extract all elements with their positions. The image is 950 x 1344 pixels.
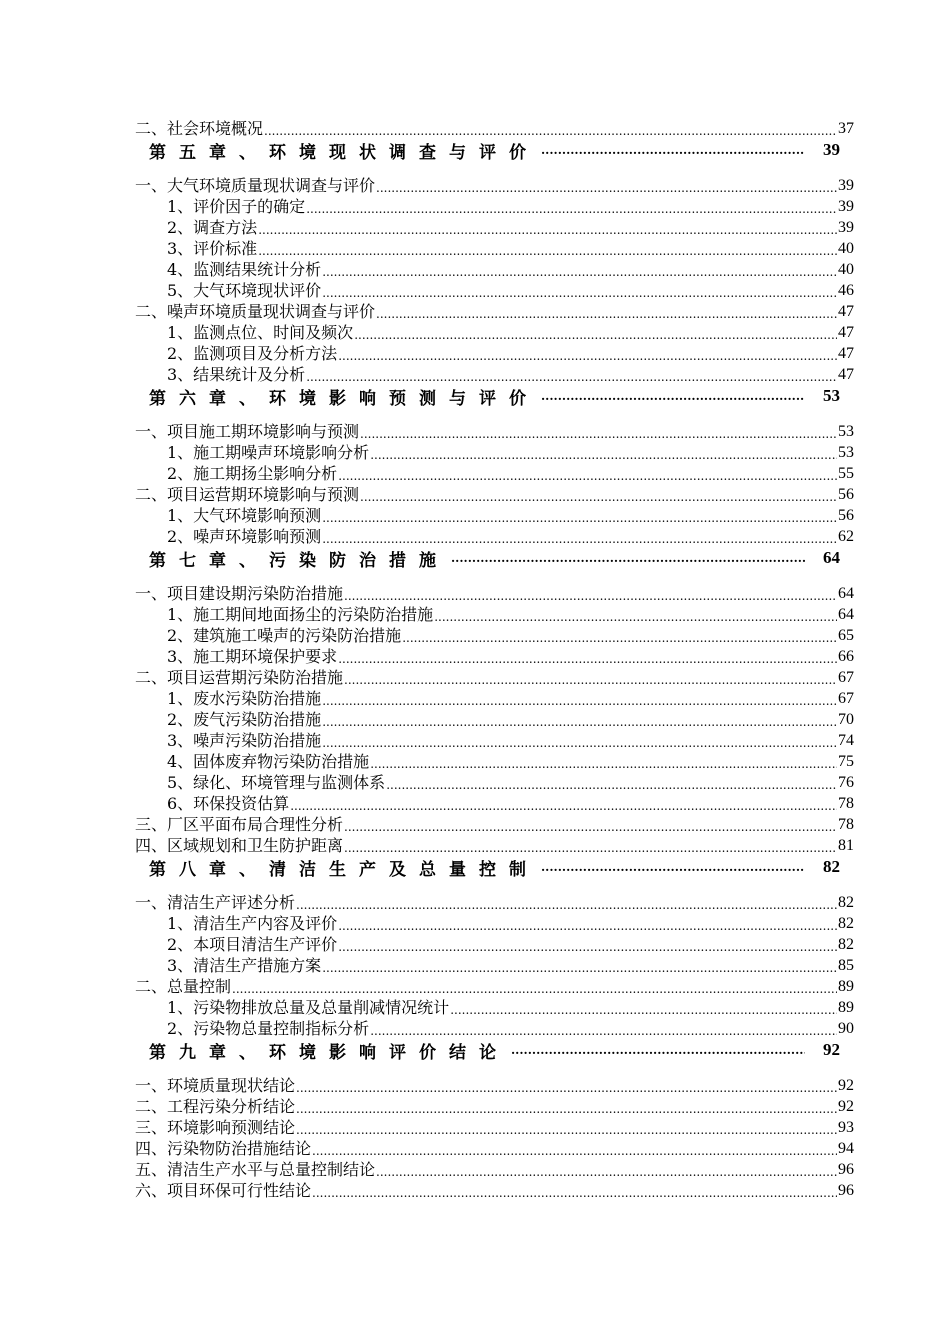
- toc-subsection-entry[interactable]: [135, 1018, 854, 1039]
- toc-chapter-entry[interactable]: [135, 379, 854, 421]
- toc-page-number: 92: [838, 1077, 854, 1094]
- toc-leader-dots: [386, 777, 837, 793]
- toc-section-entry[interactable]: [135, 484, 854, 505]
- toc-leader-dots: [322, 960, 837, 976]
- toc-page-number: 64: [823, 548, 840, 567]
- toc-page-number: 47: [838, 366, 854, 383]
- toc-subsection-entry[interactable]: [135, 259, 854, 280]
- toc-page-number: 92: [838, 1098, 854, 1115]
- toc-subsection-entry[interactable]: [135, 625, 854, 646]
- toc-entry-title: 二、项目运营期环境影响与预测: [135, 485, 360, 504]
- toc-leader-dots: [322, 693, 837, 709]
- toc-section-entry[interactable]: [135, 835, 854, 856]
- toc-subsection-entry[interactable]: [135, 934, 854, 955]
- toc-subsection-entry[interactable]: [135, 709, 854, 730]
- toc-entry-title: 1、大气环境影响预测: [167, 506, 322, 525]
- toc-leader-dots: [541, 143, 805, 157]
- toc-entry-title: 二、总量控制: [135, 977, 232, 996]
- toc-leader-dots: [232, 981, 837, 997]
- toc-entry-title: 3、评价标准: [167, 239, 258, 258]
- toc-leader-dots: [451, 551, 805, 565]
- toc-page-number: 64: [838, 606, 854, 623]
- toc-subsection-entry[interactable]: [135, 463, 854, 484]
- toc-entry-title: 2、污染物总量控制指标分析: [167, 1019, 370, 1038]
- toc-leader-dots: [344, 588, 837, 604]
- toc-page-number: 47: [838, 303, 854, 320]
- toc-section-entry[interactable]: [135, 1075, 854, 1096]
- toc-page-number: 56: [838, 507, 854, 524]
- toc-section-entry[interactable]: [135, 1096, 854, 1117]
- toc-entry-title: 一、项目施工期环境影响与预测: [135, 422, 360, 441]
- toc-leader-dots: [322, 510, 837, 526]
- toc-subsection-entry[interactable]: [135, 751, 854, 772]
- toc-entry-title: 二、工程污染分析结论: [135, 1097, 296, 1116]
- toc-section-entry[interactable]: [135, 118, 854, 139]
- toc-page-number: 40: [838, 240, 854, 257]
- toc-chapter-entry[interactable]: [135, 541, 854, 583]
- toc-entry-title: 1、评价因子的确定: [167, 197, 306, 216]
- toc-leader-dots: [354, 327, 837, 343]
- toc-section-entry[interactable]: [135, 175, 854, 196]
- toc-entry-title: 四、污染物防治措施结论: [135, 1139, 312, 1158]
- toc-page-number: 78: [838, 795, 854, 812]
- toc-subsection-entry[interactable]: [135, 730, 854, 751]
- toc-page-number: 82: [838, 936, 854, 953]
- toc-leader-dots: [338, 468, 837, 484]
- toc-leader-dots: [338, 348, 837, 364]
- toc-entry-title: 第八章、清洁生产及总量控制: [149, 859, 539, 880]
- toc-entry-title: 第七章、污染防治措施: [149, 550, 449, 571]
- toc-subsection-entry[interactable]: [135, 793, 854, 814]
- toc-subsection-entry[interactable]: [135, 442, 854, 463]
- toc-chapter-entry[interactable]: [135, 1033, 854, 1075]
- toc-entry-title: 第六章、环境影响预测与评价: [149, 388, 539, 409]
- toc-entry-title: 六、项目环保可行性结论: [135, 1181, 312, 1200]
- toc-entry-title: 3、噪声污染防治措施: [167, 731, 322, 750]
- toc-section-entry[interactable]: [135, 583, 854, 604]
- toc-page-number: 67: [838, 690, 854, 707]
- toc-leader-dots: [296, 1080, 837, 1096]
- toc-section-entry[interactable]: [135, 814, 854, 835]
- toc-leader-dots: [338, 939, 837, 955]
- toc-section-entry[interactable]: [135, 1117, 854, 1138]
- toc-entry-title: 三、厂区平面布局合理性分析: [135, 815, 344, 834]
- toc-page-number: 78: [838, 816, 854, 833]
- toc-chapter-entry[interactable]: [135, 133, 854, 175]
- toc-section-entry[interactable]: [135, 976, 854, 997]
- toc-entry-title: 三、环境影响预测结论: [135, 1118, 296, 1137]
- toc-page-number: 53: [823, 386, 840, 405]
- toc-leader-dots: [322, 735, 837, 751]
- toc-leader-dots: [376, 306, 837, 322]
- toc-leader-dots: [338, 918, 837, 934]
- toc-entry-title: 6、环保投资估算: [167, 794, 290, 813]
- toc-subsection-entry[interactable]: [135, 688, 854, 709]
- toc-page-number: 37: [838, 120, 854, 137]
- toc-entry-title: 4、监测结果统计分析: [167, 260, 322, 279]
- toc-page-number: 85: [838, 957, 854, 974]
- toc-subsection-entry[interactable]: [135, 646, 854, 667]
- toc-page-number: 66: [838, 648, 854, 665]
- toc-subsection-entry[interactable]: [135, 343, 854, 364]
- toc-page-number: 67: [838, 669, 854, 686]
- toc-entry-title: 5、绿化、环境管理与监测体系: [167, 773, 386, 792]
- toc-subsection-entry[interactable]: [135, 955, 854, 976]
- toc-page-number: 53: [838, 444, 854, 461]
- toc-entry-title: 1、污染物排放总量及总量削减情况统计: [167, 998, 450, 1017]
- toc-page-number: 92: [823, 1040, 840, 1059]
- toc-leader-dots: [511, 1043, 805, 1057]
- toc-section-entry[interactable]: [135, 1180, 854, 1201]
- toc-page-number: 47: [838, 345, 854, 362]
- toc-subsection-entry[interactable]: [135, 997, 854, 1018]
- toc-chapter-entry[interactable]: [135, 850, 854, 892]
- toc-leader-dots: [312, 1143, 837, 1159]
- toc-page-number: 76: [838, 774, 854, 791]
- table-of-contents: [135, 118, 854, 1201]
- toc-section-entry[interactable]: [135, 1138, 854, 1159]
- toc-subsection-entry[interactable]: [135, 217, 854, 238]
- toc-section-entry[interactable]: [135, 301, 854, 322]
- toc-leader-dots: [370, 447, 837, 463]
- toc-subsection-entry[interactable]: [135, 505, 854, 526]
- toc-entry-title: 2、施工期扬尘影响分析: [167, 464, 338, 483]
- toc-page-number: 90: [838, 1020, 854, 1037]
- toc-page-number: 39: [838, 177, 854, 194]
- toc-leader-dots: [338, 651, 837, 667]
- toc-page-number: 39: [838, 219, 854, 236]
- toc-entry-title: 2、调查方法: [167, 218, 258, 237]
- toc-subsection-entry[interactable]: [135, 280, 854, 301]
- toc-leader-dots: [450, 1002, 837, 1018]
- toc-page-number: 96: [838, 1182, 854, 1199]
- toc-section-entry[interactable]: [135, 1159, 854, 1180]
- toc-subsection-entry[interactable]: [135, 913, 854, 934]
- toc-entry-title: 四、区域规划和卫生防护距离: [135, 836, 344, 855]
- toc-leader-dots: [434, 609, 837, 625]
- toc-leader-dots: [344, 819, 837, 835]
- toc-page-number: 55: [838, 465, 854, 482]
- toc-leader-dots: [296, 897, 837, 913]
- toc-entry-title: 五、清洁生产水平与总量控制结论: [135, 1160, 376, 1179]
- toc-entry-title: 2、噪声环境影响预测: [167, 527, 322, 546]
- toc-leader-dots: [360, 426, 837, 442]
- toc-entry-title: 1、监测点位、时间及频次: [167, 323, 354, 342]
- toc-leader-dots: [376, 1164, 837, 1180]
- toc-page-number: 62: [838, 528, 854, 545]
- toc-page-number: 46: [838, 282, 854, 299]
- toc-page-number: 82: [838, 915, 854, 932]
- toc-page-number: 82: [823, 857, 840, 876]
- toc-page-number: 70: [838, 711, 854, 728]
- toc-entry-title: 2、监测项目及分析方法: [167, 344, 338, 363]
- toc-leader-dots: [344, 672, 837, 688]
- toc-entry-title: 二、噪声环境质量现状调查与评价: [135, 302, 376, 321]
- toc-page-number: 65: [838, 627, 854, 644]
- toc-entry-title: 3、结果统计及分析: [167, 365, 306, 384]
- toc-entry-title: 1、施工期间地面扬尘的污染防治措施: [167, 605, 434, 624]
- toc-leader-dots: [258, 243, 837, 259]
- toc-entry-title: 二、项目运营期污染防治措施: [135, 668, 344, 687]
- toc-entry-title: 一、项目建设期污染防治措施: [135, 584, 344, 603]
- toc-leader-dots: [376, 180, 837, 196]
- toc-subsection-entry[interactable]: [135, 238, 854, 259]
- toc-entry-title: 第五章、环境现状调查与评价: [149, 142, 539, 163]
- toc-entry-title: 2、废气污染防治措施: [167, 710, 322, 729]
- toc-entry-title: 一、清洁生产评述分析: [135, 893, 296, 912]
- toc-entry-title: 5、大气环境现状评价: [167, 281, 322, 300]
- toc-subsection-entry[interactable]: [135, 364, 854, 385]
- toc-entry-title: 2、建筑施工噪声的污染防治措施: [167, 626, 402, 645]
- toc-entry-title: 4、固体废弃物污染防治措施: [167, 752, 370, 771]
- toc-leader-dots: [258, 222, 837, 238]
- toc-leader-dots: [370, 756, 837, 772]
- toc-leader-dots: [296, 1122, 837, 1138]
- toc-page-number: 47: [838, 324, 854, 341]
- toc-page-number: 39: [838, 198, 854, 215]
- toc-page-number: 64: [838, 585, 854, 602]
- toc-page-number: 40: [838, 261, 854, 278]
- toc-entry-title: 3、清洁生产措施方案: [167, 956, 322, 975]
- toc-entry-title: 2、本项目清洁生产评价: [167, 935, 338, 954]
- toc-entry-title: 第九章、环境影响评价结论: [149, 1042, 509, 1063]
- toc-leader-dots: [290, 798, 837, 814]
- toc-page-number: 89: [838, 978, 854, 995]
- toc-page-number: 56: [838, 486, 854, 503]
- toc-subsection-entry[interactable]: [135, 604, 854, 625]
- toc-leader-dots: [322, 714, 837, 730]
- toc-entry-title: 3、施工期环境保护要求: [167, 647, 338, 666]
- toc-entry-title: 1、清洁生产内容及评价: [167, 914, 338, 933]
- toc-leader-dots: [306, 201, 837, 217]
- toc-page-number: 89: [838, 999, 854, 1016]
- toc-entry-title: 1、施工期噪声环境影响分析: [167, 443, 370, 462]
- toc-leader-dots: [541, 389, 805, 403]
- toc-page-number: 93: [838, 1119, 854, 1136]
- toc-leader-dots: [312, 1185, 837, 1201]
- toc-entry-title: 一、环境质量现状结论: [135, 1076, 296, 1095]
- toc-page-number: 39: [823, 140, 840, 159]
- toc-page-number: 81: [838, 837, 854, 854]
- toc-page-number: 53: [838, 423, 854, 440]
- toc-section-entry[interactable]: [135, 667, 854, 688]
- toc-leader-dots: [541, 860, 805, 874]
- toc-entry-title: 二、社会环境概况: [135, 119, 264, 138]
- toc-page-number: 75: [838, 753, 854, 770]
- toc-section-entry[interactable]: [135, 421, 854, 442]
- toc-page-number: 74: [838, 732, 854, 749]
- toc-page-number: 94: [838, 1140, 854, 1157]
- toc-subsection-entry[interactable]: [135, 772, 854, 793]
- toc-section-entry[interactable]: [135, 892, 854, 913]
- toc-leader-dots: [322, 264, 837, 280]
- toc-subsection-entry[interactable]: [135, 322, 854, 343]
- toc-page-number: 96: [838, 1161, 854, 1178]
- toc-page-number: 82: [838, 894, 854, 911]
- toc-entry-title: 一、大气环境质量现状调查与评价: [135, 176, 376, 195]
- toc-leader-dots: [402, 630, 837, 646]
- toc-leader-dots: [322, 285, 837, 301]
- toc-entry-title: 1、废水污染防治措施: [167, 689, 322, 708]
- toc-leader-dots: [360, 489, 837, 505]
- toc-subsection-entry[interactable]: [135, 526, 854, 547]
- toc-subsection-entry[interactable]: [135, 196, 854, 217]
- toc-leader-dots: [296, 1101, 837, 1117]
